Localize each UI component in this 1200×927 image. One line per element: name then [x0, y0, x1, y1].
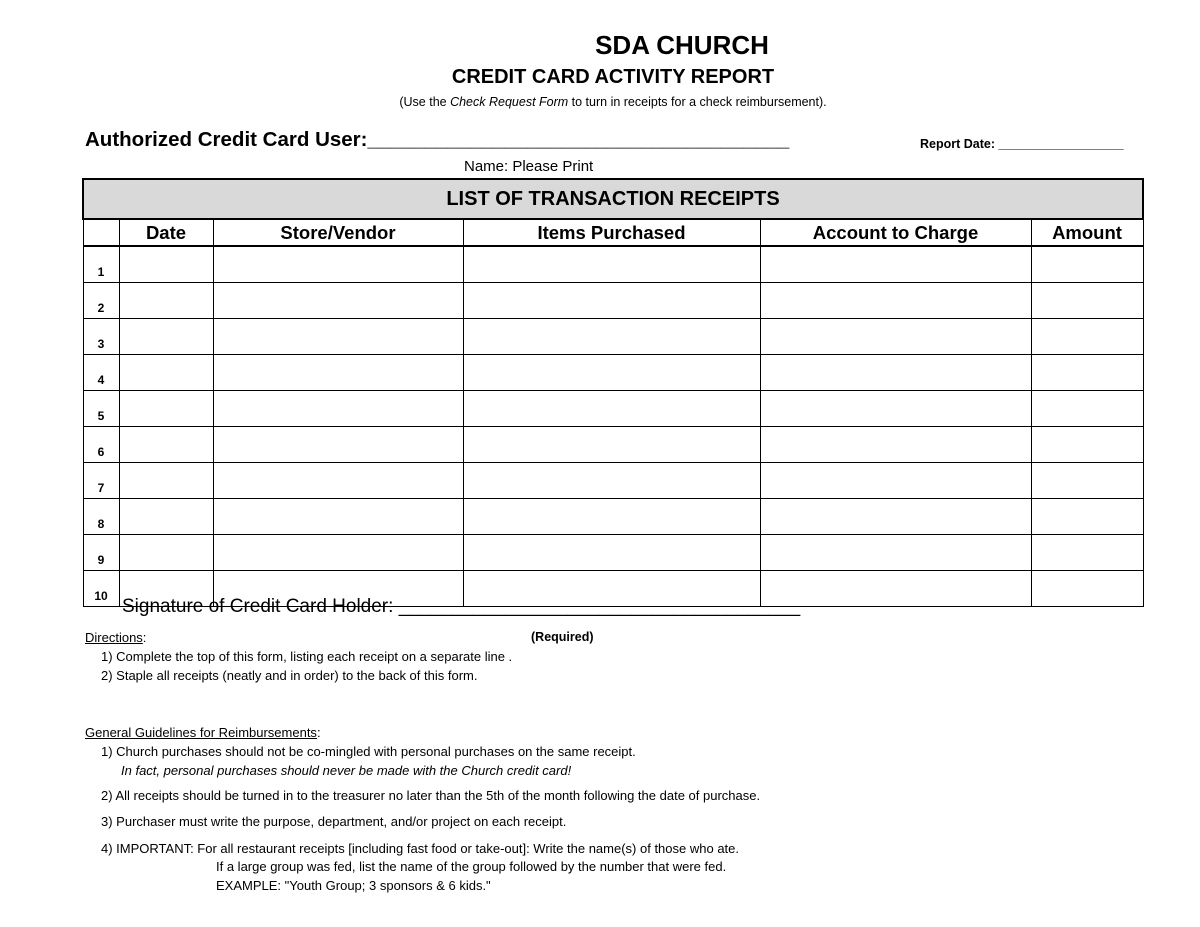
store-vendor-cell[interactable]	[213, 355, 463, 391]
report-title: CREDIT CARD ACTIVITY REPORT	[451, 66, 775, 88]
account-to-charge-cell[interactable]	[760, 319, 1031, 355]
report-date-line	[920, 137, 1124, 151]
store-vendor-cell[interactable]	[213, 427, 463, 463]
items-purchased-cell[interactable]	[463, 355, 760, 391]
items-purchased-cell[interactable]	[463, 246, 760, 283]
table-row	[83, 319, 1143, 355]
account-to-charge-cell[interactable]	[760, 355, 1031, 391]
directions-heading-text: Directions	[85, 630, 143, 645]
amount-cell[interactable]	[1031, 571, 1143, 607]
amount-cell[interactable]	[1031, 427, 1143, 463]
date-cell[interactable]	[119, 355, 213, 391]
store-vendor-cell[interactable]	[213, 499, 463, 535]
store-vendor-cell[interactable]	[213, 391, 463, 427]
signature-line	[122, 596, 800, 618]
amount-cell[interactable]	[1031, 355, 1143, 391]
items-purchased-cell[interactable]	[463, 535, 760, 571]
table-caption: LIST OF TRANSACTION RECEIPTS	[83, 179, 1143, 219]
directions-heading-colon: :	[142, 630, 147, 645]
guidelines-heading-colon: :	[316, 725, 321, 740]
account-to-charge-cell[interactable]	[760, 571, 1031, 607]
authorized-user-line	[85, 128, 789, 152]
amount-cell[interactable]	[1031, 319, 1143, 355]
table-row	[83, 427, 1143, 463]
store-vendor-cell[interactable]	[213, 319, 463, 355]
date-cell[interactable]	[119, 463, 213, 499]
table-row	[83, 391, 1143, 427]
account-to-charge-cell[interactable]	[760, 535, 1031, 571]
items-purchased-cell[interactable]	[463, 283, 760, 319]
directions-heading	[85, 630, 146, 645]
date-cell[interactable]	[119, 535, 213, 571]
column-header-account-to-charge: Account to Charge	[760, 219, 1031, 246]
table-row	[83, 499, 1143, 535]
row-number: 3	[83, 319, 119, 355]
table-row	[83, 463, 1143, 499]
row-number: 9	[83, 535, 119, 571]
table-row	[83, 355, 1143, 391]
table-row	[83, 283, 1143, 319]
signature-field[interactable]: ______________________________________	[398, 596, 801, 617]
store-vendor-cell[interactable]	[213, 283, 463, 319]
column-header-items-purchased: Items Purchased	[463, 219, 760, 246]
date-cell[interactable]	[119, 283, 213, 319]
store-vendor-cell[interactable]	[213, 535, 463, 571]
row-number: 2	[83, 283, 119, 319]
items-purchased-cell[interactable]	[463, 391, 760, 427]
report-date-label: Report Date:	[920, 137, 999, 151]
guidelines-heading	[85, 725, 321, 740]
amount-cell[interactable]	[1031, 283, 1143, 319]
guideline-item-2: 2) All receipts should be turned in to the treasurer no later than the 5th of the month following the date of purchase.	[101, 788, 761, 803]
date-cell[interactable]	[119, 499, 213, 535]
date-cell[interactable]	[119, 427, 213, 463]
check-request-form-name: Check Request Form	[450, 95, 569, 109]
account-to-charge-cell[interactable]	[760, 463, 1031, 499]
row-number: 7	[83, 463, 119, 499]
guidelines-heading-text: General Guidelines for Reimbursements	[85, 725, 317, 740]
required-note: (Required)	[531, 630, 594, 644]
column-header-number	[83, 219, 119, 246]
table-row	[83, 535, 1143, 571]
transaction-receipts-table	[82, 178, 1144, 607]
guideline-item-4-line-2: If a large group was fed, list the name of the group followed by the number that were fed.	[216, 859, 727, 874]
authorized-user-field[interactable]: _____________________________________	[367, 128, 790, 151]
table-row	[83, 246, 1143, 283]
direction-item: 1) Complete the top of this form, listing each receipt on a separate line .	[101, 649, 513, 664]
row-number: 6	[83, 427, 119, 463]
guideline-item-1: 1) Church purchases should not be co-mingled with personal purchases on the same receipt.	[101, 744, 636, 759]
account-to-charge-cell[interactable]	[760, 283, 1031, 319]
note-suffix: to turn in receipts for a check reimbursement).	[568, 95, 827, 109]
check-request-note	[0, 95, 1200, 109]
report-date-field[interactable]: __________________	[998, 137, 1124, 151]
account-to-charge-cell[interactable]	[760, 246, 1031, 283]
account-to-charge-cell[interactable]	[760, 391, 1031, 427]
guideline-item-4: 4) IMPORTANT: For all restaurant receipts [including fast food or take-out]: Write the name(s) of those who ate.	[101, 841, 739, 856]
name-print-hint: Name: Please Print	[464, 158, 594, 175]
direction-item: 2) Staple all receipts (neatly and in order) to the back of this form.	[101, 668, 478, 683]
organization-title: SDA CHURCH	[595, 30, 769, 60]
guideline-item-1-note: In fact, personal purchases should never be made with the Church credit card!	[121, 763, 572, 778]
column-header-amount: Amount	[1031, 219, 1143, 246]
row-number: 1	[83, 246, 119, 283]
column-header-date: Date	[119, 219, 213, 246]
date-cell[interactable]	[119, 391, 213, 427]
row-number: 8	[83, 499, 119, 535]
row-number: 5	[83, 391, 119, 427]
amount-cell[interactable]	[1031, 499, 1143, 535]
note-prefix: (Use the	[399, 95, 451, 109]
row-number: 10	[83, 571, 119, 607]
amount-cell[interactable]	[1031, 246, 1143, 283]
store-vendor-cell[interactable]	[213, 246, 463, 283]
signature-label: Signature of Credit Card Holder:	[122, 596, 399, 617]
items-purchased-cell[interactable]	[463, 319, 760, 355]
column-header-store-vendor: Store/Vendor	[213, 219, 463, 246]
amount-cell[interactable]	[1031, 463, 1143, 499]
account-to-charge-cell[interactable]	[760, 499, 1031, 535]
amount-cell[interactable]	[1031, 391, 1143, 427]
date-cell[interactable]	[119, 246, 213, 283]
items-purchased-cell[interactable]	[463, 463, 760, 499]
items-purchased-cell[interactable]	[463, 499, 760, 535]
row-number: 4	[83, 355, 119, 391]
guideline-item-4-example: EXAMPLE: "Youth Group; 3 sponsors & 6 kids."	[216, 878, 491, 893]
guideline-item-3: 3) Purchaser must write the purpose, department, and/or project on each receipt.	[101, 814, 567, 829]
amount-cell[interactable]	[1031, 535, 1143, 571]
items-purchased-cell[interactable]	[463, 427, 760, 463]
account-to-charge-cell[interactable]	[760, 427, 1031, 463]
date-cell[interactable]	[119, 319, 213, 355]
authorized-user-label: Authorized Credit Card User:	[85, 128, 368, 151]
store-vendor-cell[interactable]	[213, 463, 463, 499]
table-body	[83, 246, 1143, 607]
